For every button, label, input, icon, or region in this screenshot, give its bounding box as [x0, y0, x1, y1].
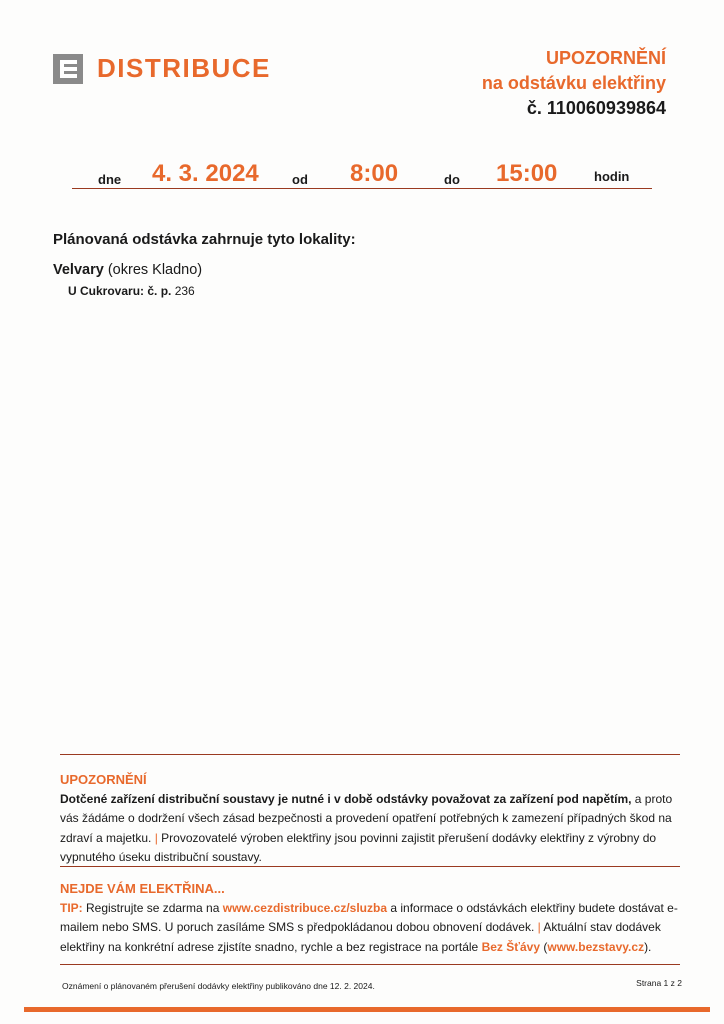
from-label: od	[292, 172, 308, 187]
portal-link[interactable]: www.bezstavy.cz	[547, 939, 645, 954]
date-label: dne	[98, 172, 122, 187]
divider	[60, 754, 680, 755]
unit-label: hodin	[594, 169, 630, 184]
notice-title: UPOZORNĚNÍ	[545, 48, 666, 68]
divider	[60, 964, 680, 965]
to-label: do	[444, 172, 460, 187]
link-close: ).	[644, 939, 652, 954]
notice-header	[482, 46, 666, 121]
to-time: 15:00	[496, 160, 558, 187]
warning-separator: |	[154, 830, 158, 845]
tip-text	[60, 899, 688, 958]
date-value: 4. 3. 2024	[152, 160, 259, 187]
tip-separator: |	[537, 920, 541, 934]
registration-link[interactable]: www.cezdistribuce.cz/sluzba	[222, 900, 388, 915]
street-line	[68, 284, 195, 298]
district-name: (okres Kladno)	[107, 262, 203, 278]
street-name: U Cukrovaru: č. p.	[68, 284, 172, 298]
town-name: Velvary	[53, 262, 104, 278]
divider	[60, 866, 680, 867]
locations-heading: Plánovaná odstávka zahrnuje tyto lokality:	[53, 231, 356, 248]
notice-subtitle: na odstávku elektřiny	[481, 73, 666, 93]
tip-body-3: Aktuální stav dodávek elektřiny na konkrétní adrese zjistíte snadno, rychle a bez registrace na portále	[60, 920, 661, 954]
town-line	[53, 262, 202, 278]
from-time: 8:00	[350, 160, 399, 187]
warning-title: UPOZORNĚNÍ	[60, 772, 147, 787]
portal-name: Bez Šťávy	[481, 939, 541, 954]
link-open: (	[540, 939, 548, 954]
company-logo-icon	[53, 54, 83, 84]
tip-body-1: Registrujte se zdarma na	[82, 900, 223, 915]
tip-section	[60, 879, 688, 957]
schedule-row	[72, 158, 652, 189]
warning-body: a proto vás žádáme o dodržení všech zásad bezpečnosti a provedení opatření potřebných k zamezení případných škod na zdraví a majetku.	[60, 791, 673, 845]
publication-note: Oznámení o plánovaném přerušení dodávky elektřiny publikováno dne 12. 2. 2024.	[62, 981, 375, 991]
tip-title: NEJDE VÁM ELEKTŘINA...	[60, 881, 225, 896]
warning-text	[60, 790, 688, 868]
page-number: Strana 1 z 2	[636, 978, 682, 988]
bottom-accent-bar	[24, 1007, 710, 1012]
notice-number: č. 110060939864	[526, 98, 666, 118]
warning-body-2: Provozovatelé výroben elektřiny jsou povinni zajistit přerušení dodávky elektřiny z výrobny do vypnutého úseku distribuční soustavy.	[60, 830, 657, 864]
house-numbers: 236	[174, 284, 195, 298]
warning-section	[60, 770, 688, 868]
tip-label: TIP:	[60, 900, 83, 915]
logo-text: DISTRIBUCE	[97, 53, 271, 83]
warning-bold-text: Dotčené zařízení distribuční soustavy je nutné i v době odstávky považovat za zařízení pod napětím,	[60, 791, 632, 806]
tip-body-2: a informace o odstávkách elektřiny budete dostávat e-mailem nebo SMS. U poruch zasíláme SMS s předpokládanou dobou obnovení dodávek.	[60, 900, 678, 934]
